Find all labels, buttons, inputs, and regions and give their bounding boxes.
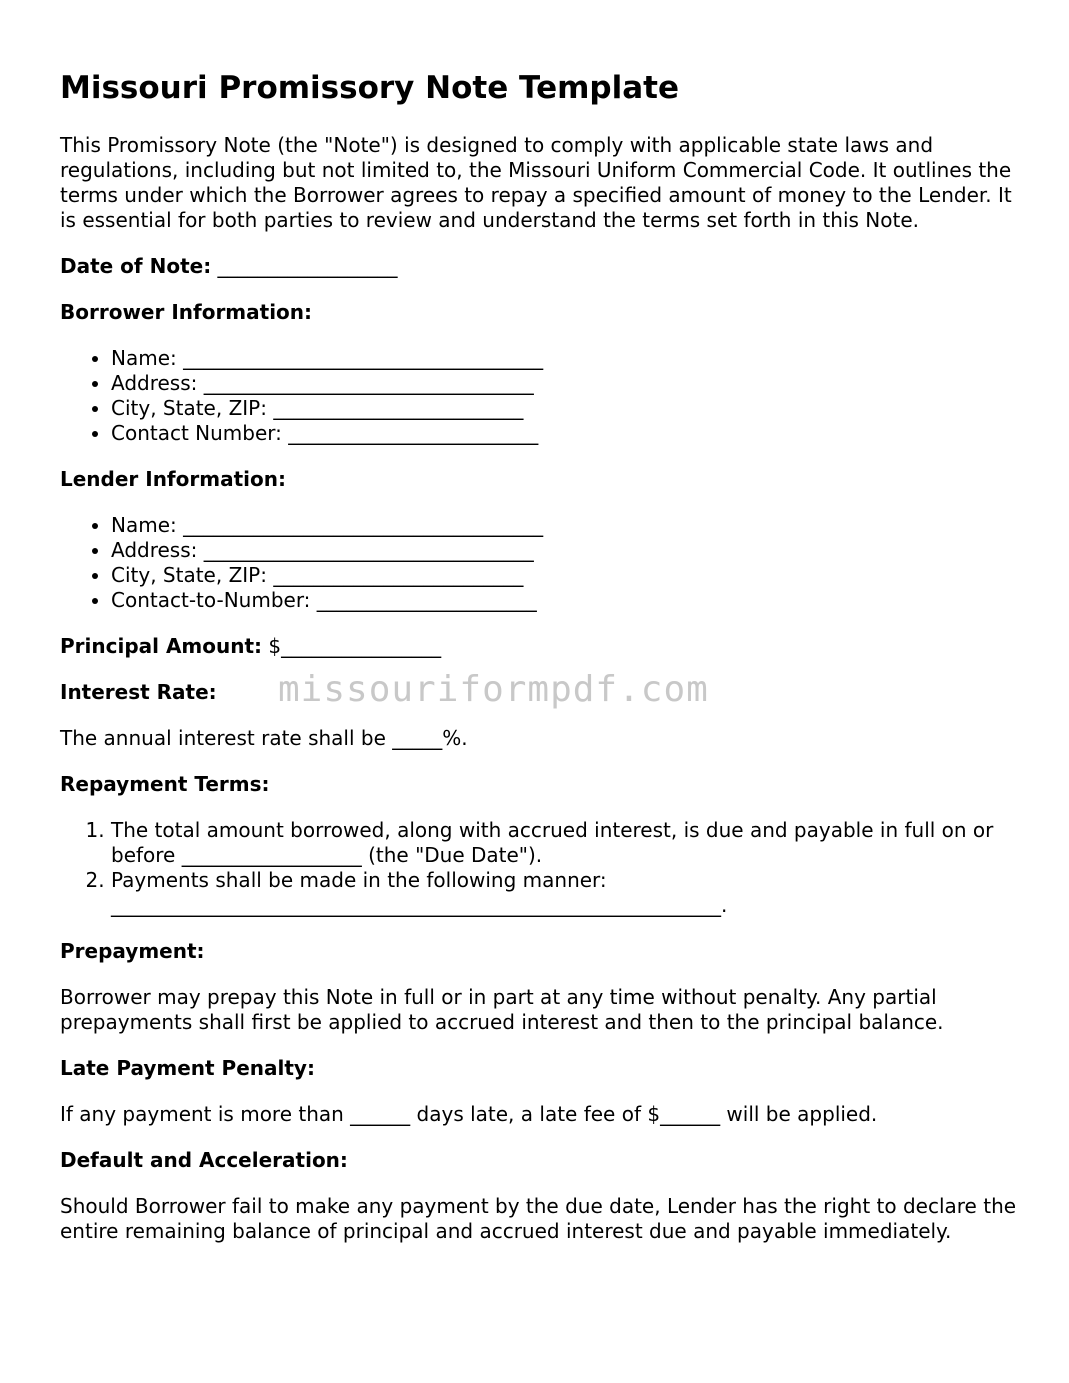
borrower-heading: Borrower Information:	[60, 300, 313, 325]
default-heading: Default and Acceleration:	[60, 1148, 348, 1173]
lender-name-item: • Name: ____________________________________	[111, 513, 1020, 538]
principal-blank: $________________	[262, 634, 442, 659]
date-of-note-line	[60, 254, 1020, 279]
interest-text: The annual interest rate shall be _____%.	[60, 726, 468, 751]
watermark: missouriformpdf.com	[278, 669, 709, 710]
lender-list	[60, 513, 1020, 613]
document-title: Missouri Promissory Note Template	[60, 70, 679, 106]
prepayment-text: Borrower may prepay this Note in full or in part at any time without penalty. Any partial prepayments shall first be applied to accrued interest and then to the principal balance.	[60, 985, 944, 1035]
interest-heading: Interest Rate:	[60, 680, 217, 705]
late-payment-heading: Late Payment Penalty:	[60, 1056, 315, 1081]
principal-line	[60, 634, 1020, 659]
principal-label: Principal Amount:	[60, 634, 263, 659]
intro-paragraph: This Promissory Note (the "Note") is designed to comply with applicable state laws and regulations, including but not limited to, the Missouri Uniform Commercial Code. It outlines the terms under which the Borrower agrees to repay a specified amount of money to the Lender. It is essential for both parties to review and understand the terms set forth in this Note.	[60, 133, 1012, 233]
lender-address-item: • Address: _________________________________	[111, 538, 1020, 563]
borrower-address-item: • Address: _________________________________	[111, 371, 1020, 396]
borrower-list	[60, 346, 1020, 446]
repayment-item: 1. The total amount borrowed, along with accrued interest, is due and payable in full on or before __________________ (the "Due Date").	[111, 818, 1020, 868]
date-of-note-blank: __________________	[211, 254, 398, 279]
lender-city-item: • City, State, ZIP: _________________________	[111, 563, 1020, 588]
date-of-note-label: Date of Note:	[60, 254, 212, 279]
default-text: Should Borrower fail to make any payment by the due date, Lender has the right to declare the entire remaining balance of principal and accrued interest due and payable immediately.	[60, 1194, 1017, 1244]
borrower-name-item: • Name: ____________________________________	[111, 346, 1020, 371]
borrower-contact-item: • Contact Number: _________________________	[111, 421, 1020, 446]
repayment-heading: Repayment Terms:	[60, 772, 270, 797]
borrower-city-item: • City, State, ZIP: _________________________	[111, 396, 1020, 421]
repayment-list	[60, 818, 1020, 918]
repayment-item: 2. Payments shall be made in the following manner: _____________________________________________________________.	[111, 868, 1020, 918]
prepayment-heading: Prepayment:	[60, 939, 205, 964]
lender-heading: Lender Information:	[60, 467, 286, 492]
document-page	[60, 70, 1020, 1265]
lender-contact-item: • Contact-to-Number: ______________________	[111, 588, 1020, 613]
late-payment-text: If any payment is more than ______ days late, a late fee of $______ will be applied.	[60, 1102, 878, 1127]
